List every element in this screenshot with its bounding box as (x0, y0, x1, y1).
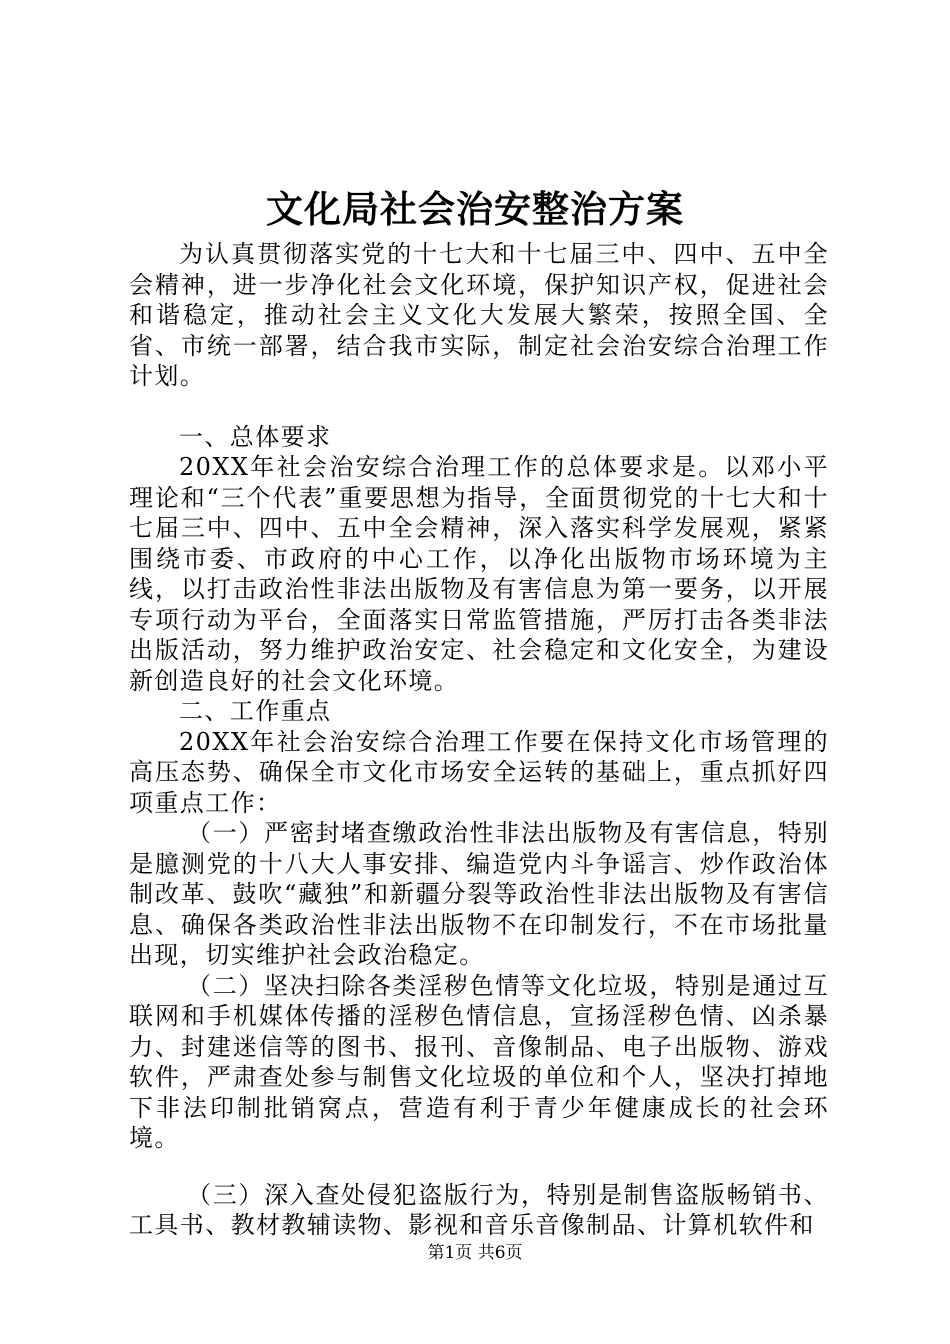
paragraph-spacer (129, 1154, 829, 1180)
item-3: （三）深入查处侵犯盗版行为，特别是制售盗版畅销书、工具书、教材教辅读物、影视和音乐音像制品、计算机软件和 (129, 1180, 829, 1239)
page-footer: 第1页 共6页 (427, 1243, 523, 1263)
section1-body: 20XX年社会治安综合治理工作的总体要求是。以邓小平理论和“三个代表”重要思想为指导，全面贯彻党的十七大和十七届三中、四中、五中全会精神，深入落实科学发展观，紧紧围绕市委、市政府的中心工作，以净化出版物市场环境为主线，以打击政治性非法出版物及有害信息为第一要务，以开展专项行动为平台，全面落实日常监管措施，严厉打击各类非法出版活动，努力维护政治安定、社会稳定和文化安全，为建设新创造良好的社会文化环境。 (129, 453, 829, 695)
section1-heading: 一、总体要求 (179, 422, 332, 451)
item-1: （一）严密封堵查缴政治性非法出版物及有害信息，特别是臆测党的十八大人事安排、编造党内斗争谣言、炒作政治体制改革、鼓吹“藏独”和新疆分裂等政治性非法出版物及有害信息、确保各类政治性非法出版物不在印制发行，不在市场批量出现，切实维护社会政治稳定。 (129, 819, 829, 969)
section2-heading: 二、工作重点 (179, 697, 332, 725)
document-title: 文化局社会治安整治方案 (266, 187, 684, 231)
section2-body: 20XX年社会治安综合治理工作要在保持文化市场管理的高压态势、确保全市文化市场安全运转的基础上，重点抓好四项重点工作： (129, 727, 829, 817)
paragraph-spacer (129, 392, 829, 422)
document-body (129, 239, 829, 1241)
intro-paragraph: 为认真贯彻落实党的十七大和十七届三中、四中、五中全会精神，进一步净化社会文化环境，保护知识产权，促进社会和谐稳定，推动社会主义文化大发展大繁荣，按照全国、全省、市统一部署，结合我市实际，制定社会治安综合治理工作计划。 (129, 240, 829, 390)
item-2: （二）坚决扫除各类淫秽色情等文化垃圾，特别是通过互联网和手机媒体传播的淫秽色情信息，宣扬淫秽色情、凶杀暴力、封建迷信等的图书、报刊、音像制品、电子出版物、游戏软件，严肃查处参与制售文化垃圾的单位和个人，坚决打掉地下非法印制批销窝点，营造有利于青少年健康成长的社会环境。 (129, 971, 829, 1152)
